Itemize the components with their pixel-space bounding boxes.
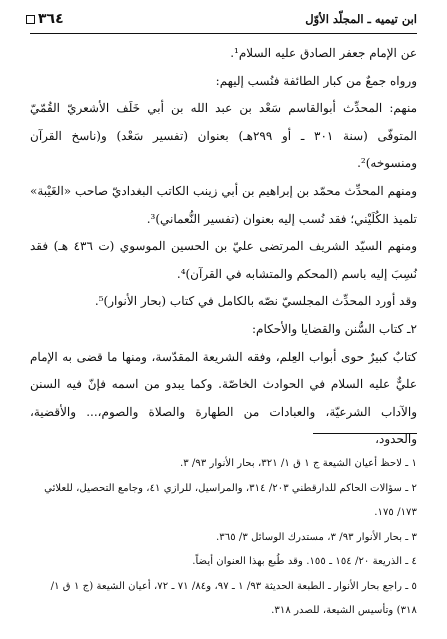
footnote: ٣ ـ بحار الأنوار ٩٣/ ٣، مستدرك الوسائل ٣/ ٣٦٥. bbox=[216, 531, 417, 543]
page-header bbox=[26, 6, 417, 32]
square-ornament-icon bbox=[26, 15, 35, 24]
footnotes bbox=[30, 452, 417, 624]
paragraph: ومنهم المحدِّث محمّد بن إبراهيم بن أبي زينب الكاتب البغداديّ صاحب «الغَيْبة» تلميذ الكُلَيْني؛ فقد نُسب إليه بعنوان (تفسير النُّعماني)³. bbox=[30, 183, 417, 226]
page-number bbox=[26, 11, 64, 27]
header-divider bbox=[30, 33, 417, 34]
section-heading: ٢ـ كتاب السُّنن والقضايا والأحكام: bbox=[251, 321, 417, 336]
paragraph: عن الإمام جعفر الصادق عليه السلام¹. bbox=[230, 46, 417, 60]
paragraph: وقد أورد المحدِّث المجلسيّ نصّه بالكامل في كتاب (بحار الأنوار)⁵. bbox=[94, 294, 417, 309]
running-title: ابن تيميه ـ المجلّد الأوّل bbox=[305, 12, 417, 26]
paragraph: ومنهم السيّد الشريف المرتضى عليّ بن الحسين الموسوي (ت ٤٣٦ هـ) فقد نُسِبَ إليه باسم (المحكم والمتشابه في القرآن)⁴. bbox=[30, 239, 417, 281]
paragraph: كتابٌ كبيرٌ حوى أبواب العِلم، وفقه الشريعة المقدّسة، ومنها ما قضى به الإمام عليٌّ عليه السلام في الحوادث الخاصّة. وكما يبدو من اسمه فإنّ فيه السنن والآداب الشرعيّة، والعبادات من الطهارة والصلاة والصوم،... والأقضية، والحدود، bbox=[30, 349, 417, 447]
body-text bbox=[30, 40, 417, 454]
paragraph: ورواه جمعٌ من كبار الطائفة فنُسب إليهم: bbox=[215, 73, 417, 88]
footnote: ٥ ـ راجع بحار الأنوار ـ الطبعة الحديثة ٩٣/ ١ ـ ٩٧، و٨٤/ ٧١ ـ ٧٢، أعيان الشيعة (ج ١ ق ١/ ٣١٨) وتأسيس الشيعة، للصدر ٣١٨. bbox=[50, 580, 417, 616]
page-number-text: ٣٦٤ bbox=[38, 11, 64, 27]
footnote-separator bbox=[313, 433, 417, 434]
paragraph: منهم: المحدِّث أبوالقاسم سَعْد بن عبد الله بن أبي خَلَف الأشعريّ القُمّيّ المتوفّى (سنة ٣٠١ ـ أو ٢٩٩هـ) بعنوان (تفسير سَعْد) و(ناسخ القرآن ومنسوخه)². bbox=[30, 101, 417, 171]
footnote: ٢ ـ سؤالات الحاكم للدارقطني ٢٠٣/ ٣١٤، والمراسيل، للرازي ٤١، وجامع التحصيل، للعلائي ١٧٣/ ١٧٥. bbox=[44, 482, 417, 518]
footnote: ١ ـ لاحظ أعيان الشيعة ج ١ ق ١/ ٣٢١، بحار الأنوار ٩٣/ ٣. bbox=[179, 458, 417, 469]
footnote: ٤ ـ الذريعة ٢٠/ ١٥٤ ـ ١٥٥. وقد طُبع بهذا العنوان أيضاً. bbox=[192, 556, 417, 567]
